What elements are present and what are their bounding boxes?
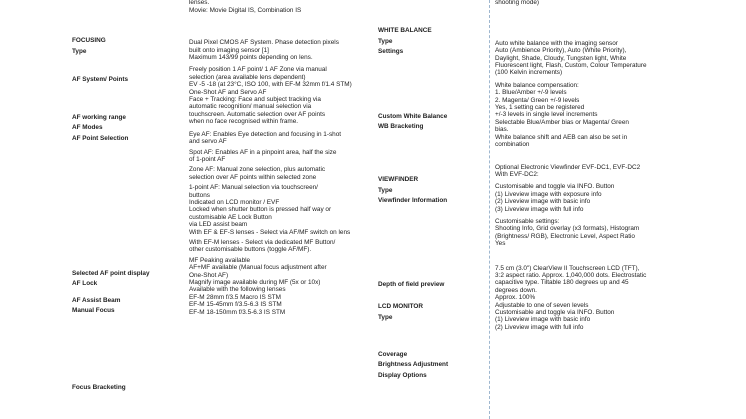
spec-label: Type xyxy=(378,186,393,194)
column-divider xyxy=(489,0,490,419)
spacer xyxy=(495,251,710,265)
spacer xyxy=(495,10,710,40)
spec-label: LCD MONITOR xyxy=(378,303,423,311)
spec-label: Viewfinder Information xyxy=(378,197,448,205)
spec-label: Type xyxy=(378,37,393,45)
spec-value: With EF-M lenses - Select via dedicated MF Button/ other customisable buttons (toggle AF/MF). xyxy=(189,238,336,254)
spacer xyxy=(378,133,488,175)
spec-value: Optional Electronic Viewfinder EVF-DC1, EVF-DC2 With EVF-DC2: xyxy=(495,163,641,178)
spec-label: VIEWFINDER xyxy=(378,175,419,183)
left-values-column xyxy=(189,0,369,319)
spec-label: Depth of field preview xyxy=(378,280,445,288)
spec-value: 1-point AF: Manual selection via touchscreen/ buttons Indicated on LCD monitor / EVF Locked when shutter button is pressed half way or customisable AE Lock Button via LED assist beam With EF & EF-S lenses - Select via AF/MF switch on lens xyxy=(189,184,351,236)
spec-value: MF Peaking available AF+MF available (Manual focus adjustment after One-Shot AF) Magnify image available during MF (5x or 10x) Available with the following lenses EF-M 28mm f/3.5 Macro IS STM EF-M 15-45mm f/3.5-6.3 IS STM EF-M 18-150mm f/3.5-6.3 IS STM xyxy=(189,256,327,316)
spacer xyxy=(72,145,184,269)
spacer xyxy=(378,0,488,26)
spec-label: Settings xyxy=(378,48,404,56)
spec-label: WB Bracketing xyxy=(378,123,424,131)
spec-value: Customisable and toggle via INFO. Button (1) Liveview image with exposure info (2) Liveview image with basic info (3) Liveview image with full info xyxy=(495,183,615,213)
spacer xyxy=(72,0,184,36)
left-labels-column xyxy=(72,0,184,394)
spec-label: AF Modes xyxy=(72,124,103,132)
spacer xyxy=(495,152,710,164)
spacer xyxy=(378,58,488,112)
spec-value: Customisable settings: Shooting Info, Grid overlay (x3 formats), Histogram (Brightness/ RGB), Electronic Level, Aspect Ratio Yes xyxy=(495,217,640,248)
spec-value: Auto white balance with the imaging sensor Auto (Ambience Priority), Auto (White Priority), Daylight, Shade, Cloudy, Tungsten light, White Fluorescent light, Flash, Custom, Colour Temperature (100 Kelvin increments) xyxy=(495,39,647,77)
spec-label: AF System/ Points xyxy=(72,76,129,84)
spacer xyxy=(72,57,184,75)
spec-label: FOCUSING xyxy=(72,37,106,44)
right-values-column xyxy=(495,0,710,334)
spec-label: Manual Focus xyxy=(72,307,115,315)
spec-value: lenses. Movie: Movie Digital IS, Combination IS xyxy=(189,0,302,14)
spec-label: Custom White Balance xyxy=(378,112,448,120)
spacer xyxy=(189,17,369,39)
spacer xyxy=(378,324,488,350)
spec-label: Selected AF point display xyxy=(72,269,150,277)
spacer xyxy=(72,317,184,383)
spec-label: Display Options xyxy=(378,371,427,379)
spec-value: Dual Pixel CMOS AF System. Phase detection pixels built onto imaging sensor [1] Maximum 143/99 points depending on lens. xyxy=(189,39,339,62)
spec-label: WHITE BALANCE xyxy=(378,27,432,34)
spacer xyxy=(378,207,488,280)
spacer xyxy=(72,86,184,113)
spec-value: shooting mode) xyxy=(495,0,540,7)
spec-label: AF Point Selection xyxy=(72,134,129,142)
spec-label: Type xyxy=(72,47,87,55)
spec-value: Eye AF: Enables Eye detection and focusing in 1-shot and servo AF xyxy=(189,130,342,146)
spec-label: AF Assist Beam xyxy=(72,296,121,304)
right-labels-column xyxy=(378,0,488,381)
spec-label: AF working range xyxy=(72,113,126,121)
spec-label: Coverage xyxy=(378,350,408,358)
spec-label: AF Lock xyxy=(72,280,98,288)
spec-label: Focus Bracketing xyxy=(72,383,126,391)
spec-value: Zone AF: Manual zone selection, plus automatic selection over AF points within selected zone xyxy=(189,166,326,181)
spec-value: White balance compensation: 1. Blue/Amber +/-9 levels 2. Magenta/ Green +/-9 levels Yes, 1 setting can be registered +/-3 levels in single level increments Selectable Blue/Amber bias or Magenta/ Green bias. White balance shift and AEB can also be set in combination xyxy=(495,81,629,149)
spec-label: Type xyxy=(378,313,393,321)
spacer xyxy=(378,290,488,302)
spec-label: Brightness Adjustment xyxy=(378,361,449,369)
spec-value: 7.5 cm (3.0") ClearView II Touchscreen LCD (TFT), 3:2 aspect ratio. Approx. 1,040,000 dots. Electrostatic capacitive type. Tiltable 180 degrees up and 45 degrees down. Approx. 100% Adjustable to one of seven levels Customisable and toggle via INFO. Button (1) Liveview image with basic info (2) Liveview image with full info xyxy=(495,264,647,331)
spec-value: Freely position 1 AF point/ 1 AF Zone via manual selection (area available lens dependent) EV -5 -18 (at 23°C, ISO 100, with EF-M 32mm f/1.4 STM) One-Shot AF and Servo AF Face + Tracking: Face and subject tracking via automatic recognition/ manual selection via touchscreen. Automatic selection over AF points when no face recognised within frame. xyxy=(189,66,352,126)
spec-value: Spot AF: Enables AF in a pinpoint area, half the size of 1-point AF xyxy=(189,148,337,163)
